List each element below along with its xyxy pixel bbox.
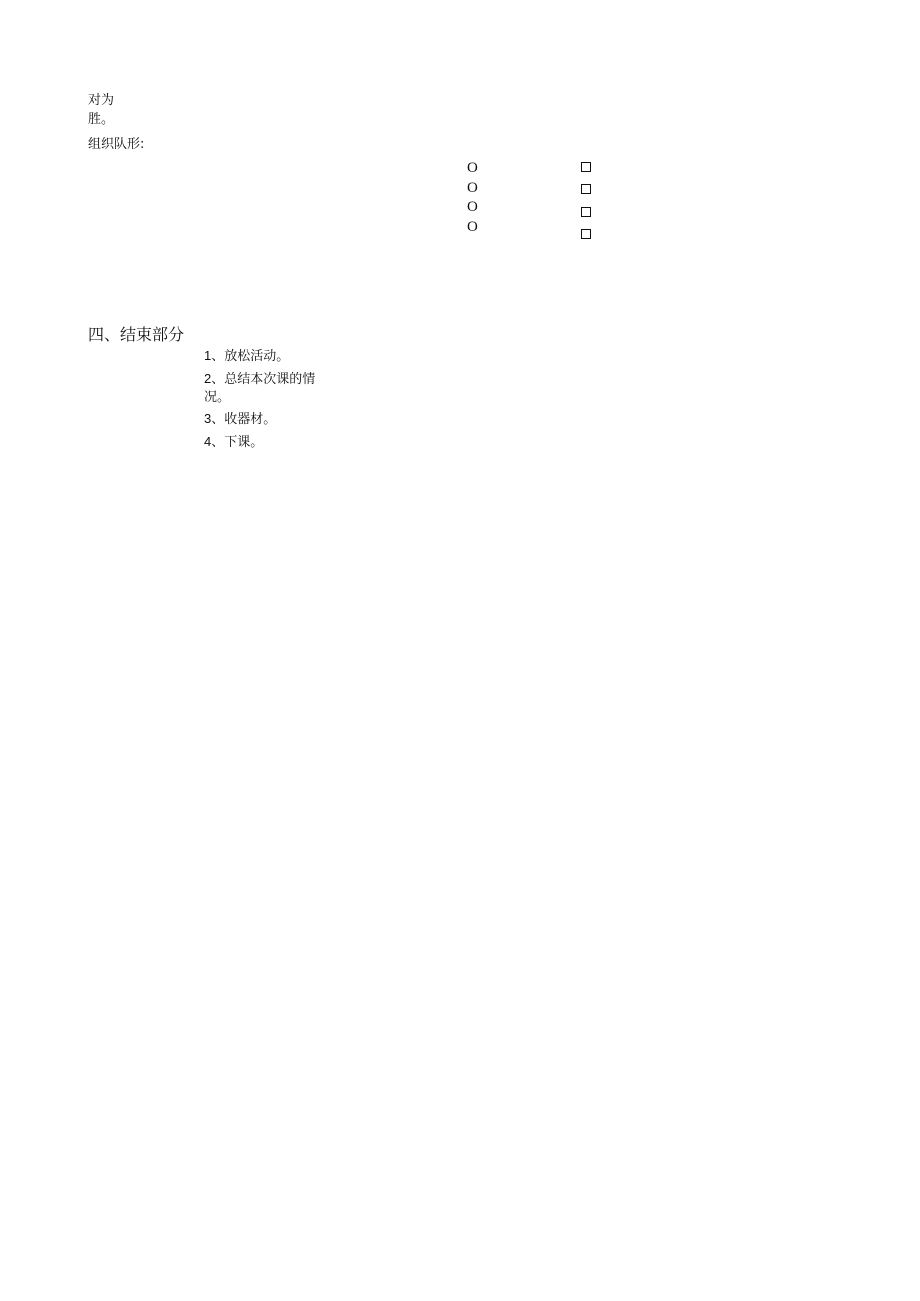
list-item: 3、收器材。 [204,411,277,426]
list-item-continuation: 况。 [204,389,231,404]
section-title: 四、结束部分 [88,325,185,344]
intro-line-1: 对为 [88,93,115,108]
formation-square [581,184,591,194]
formation-square [581,162,591,172]
list-item: 1、放松活动。 [204,348,290,363]
list-item: 2、总结本次课的情 [204,371,316,386]
formation-circle: O [467,179,478,196]
formation-circle: O [467,160,478,176]
intro-line-2: 胜。 [88,112,115,127]
formation-circle: O [467,199,478,215]
list-item: 4、下课。 [204,434,264,449]
formation-circle: O [467,218,478,235]
formation-label: 组织队形: [88,137,145,152]
formation-square [581,229,591,239]
formation-square [581,207,591,217]
